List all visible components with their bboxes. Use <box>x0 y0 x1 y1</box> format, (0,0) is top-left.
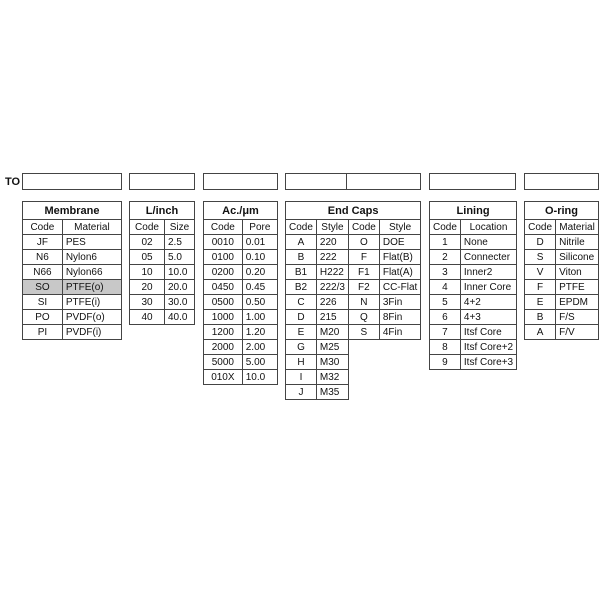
table-row <box>204 310 278 325</box>
code-cell: 30 <box>130 295 165 310</box>
value-cell: 10.0 <box>242 370 277 385</box>
value-cell: Inner2 <box>460 265 516 280</box>
value-cell: 222/3 <box>316 280 348 295</box>
code-cell: 10 <box>130 265 165 280</box>
value-cell: 1.20 <box>242 325 277 340</box>
code-cell: 5 <box>430 295 461 310</box>
table-row <box>525 250 599 265</box>
column-header: Material <box>556 220 599 235</box>
value-cell: 40.0 <box>165 310 195 325</box>
table-row <box>23 325 122 340</box>
value-cell: PTFE <box>556 280 599 295</box>
value-cell: Itsf Core+2 <box>460 340 516 355</box>
lining-table <box>429 201 517 370</box>
membrane-title: Membrane <box>23 202 122 220</box>
code-cell: 0010 <box>204 235 243 250</box>
value-cell: M20 <box>316 325 348 340</box>
table-row <box>286 310 421 325</box>
value-cell: 2.5 <box>165 235 195 250</box>
column-header: Code <box>286 220 317 235</box>
code-cell: 6 <box>430 310 461 325</box>
value-cell: PTFE(i) <box>62 295 121 310</box>
pore-title: Ac./μm <box>204 202 278 220</box>
pore-table <box>203 201 278 385</box>
code-cell: J <box>286 385 317 400</box>
code-cell: 9 <box>430 355 461 370</box>
table-row <box>286 250 421 265</box>
code-cell: V <box>525 265 556 280</box>
length-table <box>129 201 195 325</box>
value-cell: Inner Core <box>460 280 516 295</box>
value-cell: M35 <box>316 385 348 400</box>
value-cell: 0.10 <box>242 250 277 265</box>
value-cell: EPDM <box>556 295 599 310</box>
code-cell: F <box>525 280 556 295</box>
code-cell: 3 <box>430 265 461 280</box>
code-cell: 0450 <box>204 280 243 295</box>
table-row <box>286 295 421 310</box>
length-title: L/inch <box>130 202 195 220</box>
to-field-membrane[interactable] <box>22 173 122 190</box>
value-cell: 0.01 <box>242 235 277 250</box>
code-cell: 1 <box>430 235 461 250</box>
code-cell: 1000 <box>204 310 243 325</box>
code-cell: O <box>348 235 379 250</box>
table-row <box>130 235 195 250</box>
code-cell: S <box>348 325 379 340</box>
table-row <box>23 235 122 250</box>
table-row <box>204 370 278 385</box>
column-header: Code <box>430 220 461 235</box>
table-row <box>525 295 599 310</box>
value-cell: Silicone <box>556 250 599 265</box>
code-cell: B <box>525 310 556 325</box>
oring-title: O-ring <box>525 202 599 220</box>
column-header: Style <box>379 220 420 235</box>
code-cell: G <box>286 340 317 355</box>
column-header: Code <box>130 220 165 235</box>
value-cell: 226 <box>316 295 348 310</box>
value-cell: PES <box>62 235 121 250</box>
value-cell: PVDF(o) <box>62 310 121 325</box>
table-row <box>286 325 421 340</box>
table-row <box>204 340 278 355</box>
code-cell: A <box>525 325 556 340</box>
table-row <box>525 310 599 325</box>
value-cell: Viton <box>556 265 599 280</box>
code-cell: F <box>348 250 379 265</box>
table-row <box>286 280 421 295</box>
table-row <box>430 340 517 355</box>
value-cell: CC-Flat <box>379 280 420 295</box>
code-cell: 05 <box>130 250 165 265</box>
code-cell: 8 <box>430 340 461 355</box>
value-cell: DOE <box>379 235 420 250</box>
table-row <box>525 325 599 340</box>
oring-table <box>524 201 599 340</box>
code-cell: PO <box>23 310 63 325</box>
table-row <box>204 265 278 280</box>
table-row <box>286 340 421 355</box>
code-cell: D <box>286 310 317 325</box>
table-row <box>23 295 122 310</box>
column-header: Code <box>23 220 63 235</box>
value-cell: 222 <box>316 250 348 265</box>
value-cell: 2.00 <box>242 340 277 355</box>
value-cell: Itsf Core <box>460 325 516 340</box>
code-cell: 02 <box>130 235 165 250</box>
code-cell: F2 <box>348 280 379 295</box>
table-row <box>204 355 278 370</box>
table-row <box>204 325 278 340</box>
code-cell: H <box>286 355 317 370</box>
lining-title: Lining <box>430 202 517 220</box>
table-row <box>430 250 517 265</box>
value-cell: 0.45 <box>242 280 277 295</box>
value-cell: F/V <box>556 325 599 340</box>
value-cell: Nylon66 <box>62 265 121 280</box>
table-row <box>204 250 278 265</box>
to-field-lining[interactable] <box>429 173 516 190</box>
column-header: Code <box>525 220 556 235</box>
column-header: Code <box>204 220 243 235</box>
table-row <box>286 385 421 400</box>
code-cell: SO <box>23 280 63 295</box>
table-row <box>130 280 195 295</box>
value-cell: 4+2 <box>460 295 516 310</box>
table-row <box>286 265 421 280</box>
table-row <box>525 235 599 250</box>
code-cell: I <box>286 370 317 385</box>
table-row <box>430 310 517 325</box>
value-cell: M25 <box>316 340 348 355</box>
code-cell: PI <box>23 325 63 340</box>
table-row <box>130 295 195 310</box>
code-cell: 1200 <box>204 325 243 340</box>
table-row <box>130 265 195 280</box>
value-cell: F/S <box>556 310 599 325</box>
table-row <box>130 250 195 265</box>
to-field-divider <box>346 174 347 189</box>
table-row <box>430 325 517 340</box>
value-cell: PTFE(o) <box>62 280 121 295</box>
code-cell: N6 <box>23 250 63 265</box>
column-header: Code <box>348 220 379 235</box>
to-field-endcaps[interactable] <box>285 173 421 190</box>
endcaps-table <box>285 201 421 400</box>
code-cell: 2000 <box>204 340 243 355</box>
table-row <box>286 370 421 385</box>
value-cell: Flat(A) <box>379 265 420 280</box>
column-header: Style <box>316 220 348 235</box>
table-row <box>23 250 122 265</box>
value-cell: 1.00 <box>242 310 277 325</box>
code-cell: N66 <box>23 265 63 280</box>
table-row <box>430 280 517 295</box>
table-row <box>23 310 122 325</box>
table-row <box>525 265 599 280</box>
value-cell: 0.20 <box>242 265 277 280</box>
value-cell: None <box>460 235 516 250</box>
code-cell: 0500 <box>204 295 243 310</box>
membrane-table <box>22 201 122 340</box>
value-cell: 8Fin <box>379 310 420 325</box>
column-header: Pore <box>242 220 277 235</box>
code-cell: 010X <box>204 370 243 385</box>
code-cell: B2 <box>286 280 317 295</box>
value-cell: H222 <box>316 265 348 280</box>
to-field-oring[interactable] <box>524 173 599 190</box>
code-cell: 40 <box>130 310 165 325</box>
column-header: Material <box>62 220 121 235</box>
code-cell: 7 <box>430 325 461 340</box>
to-field-length[interactable] <box>129 173 195 190</box>
code-cell: 0100 <box>204 250 243 265</box>
code-cell: A <box>286 235 317 250</box>
value-cell: 0.50 <box>242 295 277 310</box>
value-cell: 220 <box>316 235 348 250</box>
code-cell: B1 <box>286 265 317 280</box>
value-cell: 30.0 <box>165 295 195 310</box>
value-cell: Nylon6 <box>62 250 121 265</box>
code-cell: 20 <box>130 280 165 295</box>
code-cell: 4 <box>430 280 461 295</box>
value-cell: 20.0 <box>165 280 195 295</box>
code-cell: E <box>286 325 317 340</box>
code-cell: 0200 <box>204 265 243 280</box>
value-cell: M30 <box>316 355 348 370</box>
value-cell: 5.0 <box>165 250 195 265</box>
endcaps-title: End Caps <box>286 202 421 220</box>
code-cell: C <box>286 295 317 310</box>
value-cell: M32 <box>316 370 348 385</box>
column-header: Size <box>165 220 195 235</box>
table-row <box>430 235 517 250</box>
value-cell: 3Fin <box>379 295 420 310</box>
code-cell: 2 <box>430 250 461 265</box>
value-cell: Flat(B) <box>379 250 420 265</box>
code-cell: JF <box>23 235 63 250</box>
code-cell: E <box>525 295 556 310</box>
table-row <box>130 310 195 325</box>
table-row <box>204 235 278 250</box>
code-cell: 5000 <box>204 355 243 370</box>
table-row <box>23 265 122 280</box>
value-cell: 5.00 <box>242 355 277 370</box>
value-cell: 215 <box>316 310 348 325</box>
table-row <box>204 280 278 295</box>
code-cell: S <box>525 250 556 265</box>
code-cell: F1 <box>348 265 379 280</box>
column-header: Location <box>460 220 516 235</box>
table-row <box>430 355 517 370</box>
code-cell: Q <box>348 310 379 325</box>
table-row <box>525 280 599 295</box>
to-label: TO <box>5 176 21 188</box>
table-row <box>430 265 517 280</box>
table-row <box>286 355 421 370</box>
table-row <box>286 235 421 250</box>
value-cell: Nitrile <box>556 235 599 250</box>
value-cell: 4Fin <box>379 325 420 340</box>
code-cell: B <box>286 250 317 265</box>
value-cell: Itsf Core+3 <box>460 355 516 370</box>
code-cell: SI <box>23 295 63 310</box>
value-cell: 10.0 <box>165 265 195 280</box>
table-row <box>204 295 278 310</box>
value-cell: Connecter <box>460 250 516 265</box>
value-cell: 4+3 <box>460 310 516 325</box>
to-field-pore[interactable] <box>203 173 278 190</box>
table-row <box>430 295 517 310</box>
value-cell: PVDF(i) <box>62 325 121 340</box>
table-row-highlighted <box>23 280 122 295</box>
code-cell: N <box>348 295 379 310</box>
code-cell: D <box>525 235 556 250</box>
